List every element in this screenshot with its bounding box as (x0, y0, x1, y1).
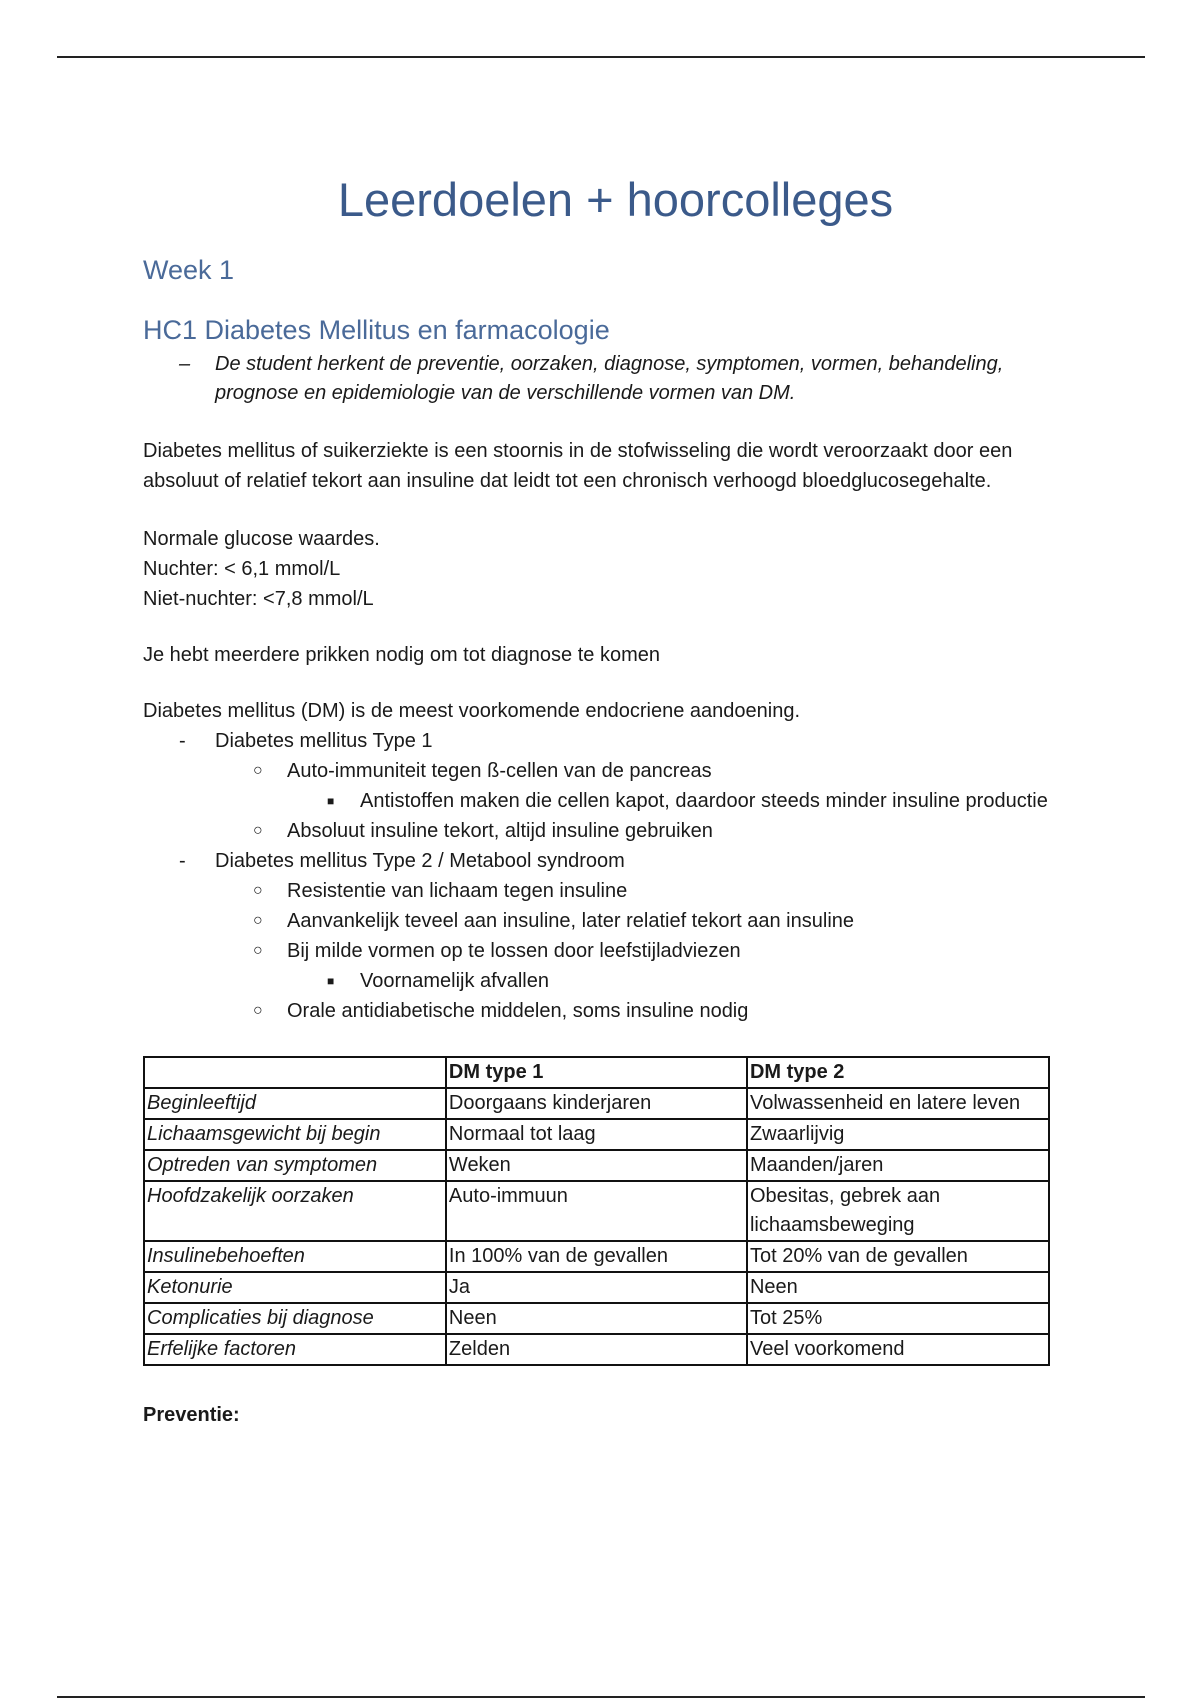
sub-point-text: Antistoffen maken die cellen kapot, daardoor steeds minder insuline productie (360, 790, 1048, 812)
table-cell: Maanden/jaren (747, 1150, 1049, 1181)
row-label: Complicaties bij diagnose (144, 1303, 446, 1334)
type1-points (215, 756, 1058, 846)
document-body (143, 170, 1058, 1430)
table-cell: Doorgaans kinderjaren (446, 1088, 747, 1119)
learning-objective: – De student herkent de preventie, oorzaken, diagnose, symptomen, vormen, behandeling, prognose en epidemiologie van de verschillende vormen van DM. (143, 350, 1058, 408)
table-cell: Zelden (446, 1334, 747, 1365)
bottom-rule (57, 1696, 1145, 1698)
table-cell: In 100% van de gevallen (446, 1241, 747, 1272)
table-header-row (144, 1057, 1049, 1088)
table-cell: Auto-immuun (446, 1181, 747, 1241)
list-item (215, 756, 1058, 816)
sub-points (287, 786, 1058, 816)
table-cell: Veel voorkomend (747, 1334, 1049, 1365)
point-text: Bij milde vormen op te lossen door leefstijladviezen (287, 940, 741, 962)
row-label: Optreden van symptomen (144, 1150, 446, 1181)
list-item (215, 906, 1058, 936)
row-label: Beginleeftijd (144, 1088, 446, 1119)
list-item (215, 876, 1058, 906)
top-rule (57, 56, 1145, 58)
header-cell: DM type 1 (446, 1057, 747, 1088)
circle-bullet-icon: ○ (253, 1002, 263, 1019)
point-text: Resistentie van lichaam tegen insuline (287, 880, 628, 902)
glucose-heading: Normale glucose waardes. (143, 528, 380, 550)
dm-intro: Diabetes mellitus (DM) is de meest voorkomende endocriene aandoening. (143, 700, 801, 722)
table-row (144, 1119, 1049, 1150)
table-cell: Neen (747, 1272, 1049, 1303)
sub-points (287, 966, 1058, 996)
table-cell: Weken (446, 1150, 747, 1181)
table-row (144, 1088, 1049, 1119)
row-label: Insulinebehoeften (144, 1241, 446, 1272)
glucose-fasting: Nuchter: < 6,1 mmol/L (143, 558, 341, 580)
intro-paragraph: Diabetes mellitus of suikerziekte is een stoornis in de stofwisseling die wordt veroorzaakt door een absoluut of relatief tekort aan insuline dat leidt tot een chronisch verhoogd bloedglucosegehalte. (143, 440, 1013, 492)
dm-types-list (143, 726, 1058, 1026)
row-label: Lichaamsgewicht bij begin (144, 1119, 446, 1150)
dash-bullet: - (179, 730, 186, 752)
lecture-heading: HC1 Diabetes Mellitus en farmacologie (143, 315, 610, 345)
type1-item (143, 726, 1058, 846)
circle-bullet-icon: ○ (253, 942, 263, 959)
type2-item (143, 846, 1058, 1026)
list-item (287, 786, 1058, 816)
document-title: Leerdoelen + hoorcolleges (337, 173, 894, 226)
point-text: Auto-immuniteit tegen ß-cellen van de pancreas (287, 760, 712, 782)
table-cell: Volwassenheid en latere leven (747, 1088, 1049, 1119)
table-row (144, 1181, 1049, 1241)
table-cell: Ja (446, 1272, 747, 1303)
table-row (144, 1272, 1049, 1303)
list-item (287, 966, 1058, 996)
table-cell: Tot 20% van de gevallen (747, 1241, 1049, 1272)
point-text: Aanvankelijk teveel aan insuline, later relatief tekort aan insuline (287, 910, 855, 932)
list-item (215, 996, 1058, 1026)
row-label: Ketonurie (144, 1272, 446, 1303)
type1-label: Diabetes mellitus Type 1 (215, 730, 433, 752)
circle-bullet-icon: ○ (253, 762, 263, 779)
week-heading: Week 1 (143, 255, 235, 285)
circle-bullet-icon: ○ (253, 882, 263, 899)
table-row (144, 1150, 1049, 1181)
table-cell: Normaal tot laag (446, 1119, 747, 1150)
list-item (215, 936, 1058, 996)
comparison-table (143, 1056, 1050, 1366)
point-text: Orale antidiabetische middelen, soms insuline nodig (287, 1000, 749, 1022)
learning-objectives (143, 350, 1058, 408)
glucose-nonfasting: Niet-nuchter: <7,8 mmol/L (143, 588, 374, 610)
square-bullet-icon: ■ (327, 974, 335, 988)
type2-label: Diabetes mellitus Type 2 / Metabool syndroom (215, 850, 625, 872)
table-cell: Neen (446, 1303, 747, 1334)
row-label: Hoofdzakelijk oorzaken (144, 1181, 446, 1241)
header-cell (144, 1057, 446, 1088)
square-bullet-icon: ■ (327, 794, 335, 808)
sub-point-text: Voornamelijk afvallen (360, 970, 549, 992)
circle-bullet-icon: ○ (253, 822, 263, 839)
table-row (144, 1241, 1049, 1272)
table-cell: Tot 25% (747, 1303, 1049, 1334)
row-label: Erfelijke factoren (144, 1334, 446, 1365)
list-item (215, 816, 1058, 846)
circle-bullet-icon: ○ (253, 912, 263, 929)
table-row (144, 1303, 1049, 1334)
table-cell: Obesitas, gebrek aan lichaamsbeweging (747, 1181, 1049, 1241)
header-cell: DM type 2 (747, 1057, 1049, 1088)
table-row (144, 1334, 1049, 1365)
type2-points (215, 876, 1058, 1026)
dash-bullet: - (179, 850, 186, 872)
prevention-heading: Preventie: (143, 1404, 240, 1426)
glucose-values (143, 524, 1058, 614)
point-text: Absoluut insuline tekort, altijd insuline gebruiken (287, 820, 713, 842)
diagnosis-note: Je hebt meerdere prikken nodig om tot diagnose te komen (143, 644, 660, 666)
table-cell: Zwaarlijvig (747, 1119, 1049, 1150)
